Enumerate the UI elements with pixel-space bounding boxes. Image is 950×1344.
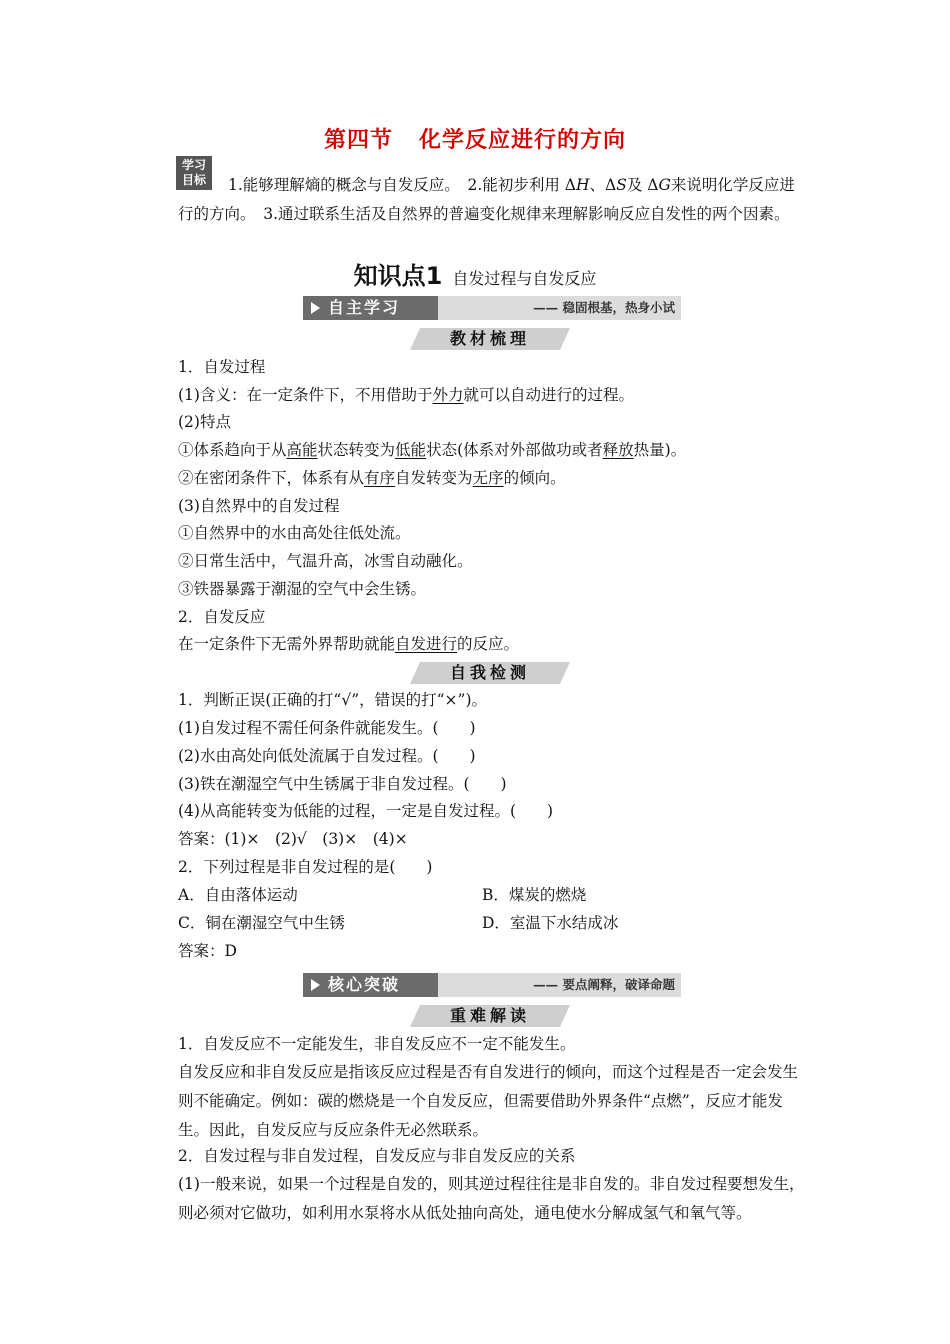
fill-answer: 外力	[432, 386, 464, 404]
fill-answer: 无序	[472, 469, 504, 487]
text-line	[178, 468, 566, 488]
text: 状态(体系对外部做功或者	[426, 441, 603, 459]
fill-answer: 有序	[364, 469, 396, 487]
band-tagline: —— 要点阐释，破译命题	[533, 977, 675, 992]
band-head	[303, 296, 438, 320]
paragraph: (1)一般来说，如果一个过程是自发的，则其逆过程往往是非自发的。非自发过程要想发生，则必须对它做功，如利用水泵将水从低处抽向高处，通电使水分解成氢气和氧气等。	[178, 1175, 805, 1222]
option-a: A．自由落体运动	[178, 886, 298, 904]
knowledge-point-heading	[0, 256, 950, 291]
text-line: 1．自发过程	[178, 358, 266, 376]
answer: 答案：(1)× (2)√ (3)× (4)×	[178, 830, 408, 848]
text: 的倾向。	[503, 469, 566, 487]
paragraph	[178, 1058, 806, 1145]
text: ①体系趋向于从	[178, 441, 287, 459]
text-line: 2．自发过程与非自发过程，自发反应与非自发反应的关系	[178, 1147, 576, 1165]
fill-answer: 自发进行	[395, 635, 458, 653]
section-band-self-study	[303, 296, 681, 320]
band-head-label: 自主学习	[328, 298, 401, 317]
text-line: 1．自发反应不一定能发生，非自发反应不一定不能发生。	[178, 1035, 576, 1053]
badge-line-1: 学习	[181, 158, 206, 172]
text-line: ③铁器暴露于潮湿的空气中会生锈。	[178, 580, 427, 598]
text: 就可以自动进行的过程。	[463, 386, 634, 404]
objective-text: 及 Δ	[626, 176, 659, 194]
option-c: C．铜在潮湿空气中生锈	[178, 914, 345, 932]
text-line	[178, 385, 634, 405]
objective-text: 1.能够理解熵的概念与自发反应。 2.能初步利用 Δ	[228, 176, 576, 194]
paragraph-text: 自发反应和非自发反应是指该反应过程是否有自发进行的倾向，而这个过程是否一定会发生则不能确定。例如：碳的燃烧是一个自发反应，但需要借助外界条件“点燃”，反应才能发生。因此，自发反应与反应条件无必然联系。	[178, 1063, 799, 1139]
section-band-core	[303, 973, 681, 997]
question-item: (3)铁在潮湿空气中生锈属于非自发过程。( )	[178, 775, 507, 793]
text: 在一定条件下无需外界帮助就能	[178, 635, 396, 653]
text: 自发转变为	[395, 469, 473, 487]
fill-answer: 高能	[286, 441, 318, 459]
text-line: (2)特点	[178, 413, 231, 431]
band-head-label: 核心突破	[328, 975, 401, 994]
learning-objectives	[178, 171, 806, 229]
knowledge-point-number: 知识点1	[353, 262, 443, 290]
question-item: (1)自发过程不需任何条件就能发生。( )	[178, 719, 476, 737]
symbol-s: S	[616, 176, 627, 194]
question: 1．判断正误(正确的打“√”，错误的打“×”)。	[178, 691, 488, 709]
fill-answer: 低能	[395, 441, 427, 459]
section-number: 第四节	[323, 128, 393, 153]
text-line: ①自然界中的水由高处往低处流。	[178, 524, 411, 542]
badge-line-2: 目标	[181, 173, 206, 187]
page-title	[0, 123, 950, 154]
objective-text: 来说明化学反应进行的方向。 3.通过联系生活及自然界的普遍变化规律来理解影响反应自发性的两个因素。	[178, 176, 795, 223]
answer: 答案：D	[178, 942, 237, 960]
option-d: D．室温下水结成冰	[482, 914, 619, 932]
knowledge-point-title: 自发过程与自发反应	[452, 269, 597, 288]
question-item: (4)从高能转变为低能的过程，一定是自发过程。( )	[178, 802, 554, 820]
band-tagline: —— 稳固根基，热身小试	[533, 300, 675, 315]
symbol-g: G	[658, 176, 671, 194]
text: 状态转变为	[317, 441, 396, 459]
play-triangle-icon	[311, 302, 320, 314]
text-line: 2．自发反应	[178, 608, 266, 626]
text: (1)含义：在一定条件下，不用借助于	[178, 386, 433, 404]
text: 热量)。	[633, 441, 687, 459]
question: 2．下列过程是非自发过程的是( )	[178, 858, 433, 876]
play-triangle-icon	[311, 979, 320, 991]
section-title: 化学反应进行的方向	[419, 128, 627, 153]
text-line: (3)自然界中的自发过程	[178, 497, 340, 515]
option-b: B．煤炭的燃烧	[482, 886, 587, 904]
text-line	[178, 634, 519, 654]
subheading-textbook: 教材梳理	[420, 328, 560, 350]
text-line: ②日常生活中，气温升高，冰雪自动融化。	[178, 552, 473, 570]
fill-answer: 释放	[602, 441, 634, 459]
band-head	[303, 973, 438, 997]
text: ②在密闭条件下，体系有从	[178, 469, 365, 487]
subheading-self-check: 自我检测	[420, 662, 560, 684]
objective-text: 、Δ	[589, 176, 617, 194]
subheading-key-points: 重难解读	[420, 1005, 560, 1027]
question-item: (2)水由高处向低处流属于自发过程。( )	[178, 747, 476, 765]
text-line	[178, 440, 686, 460]
text: 的反应。	[457, 635, 520, 653]
symbol-h: H	[575, 176, 590, 194]
